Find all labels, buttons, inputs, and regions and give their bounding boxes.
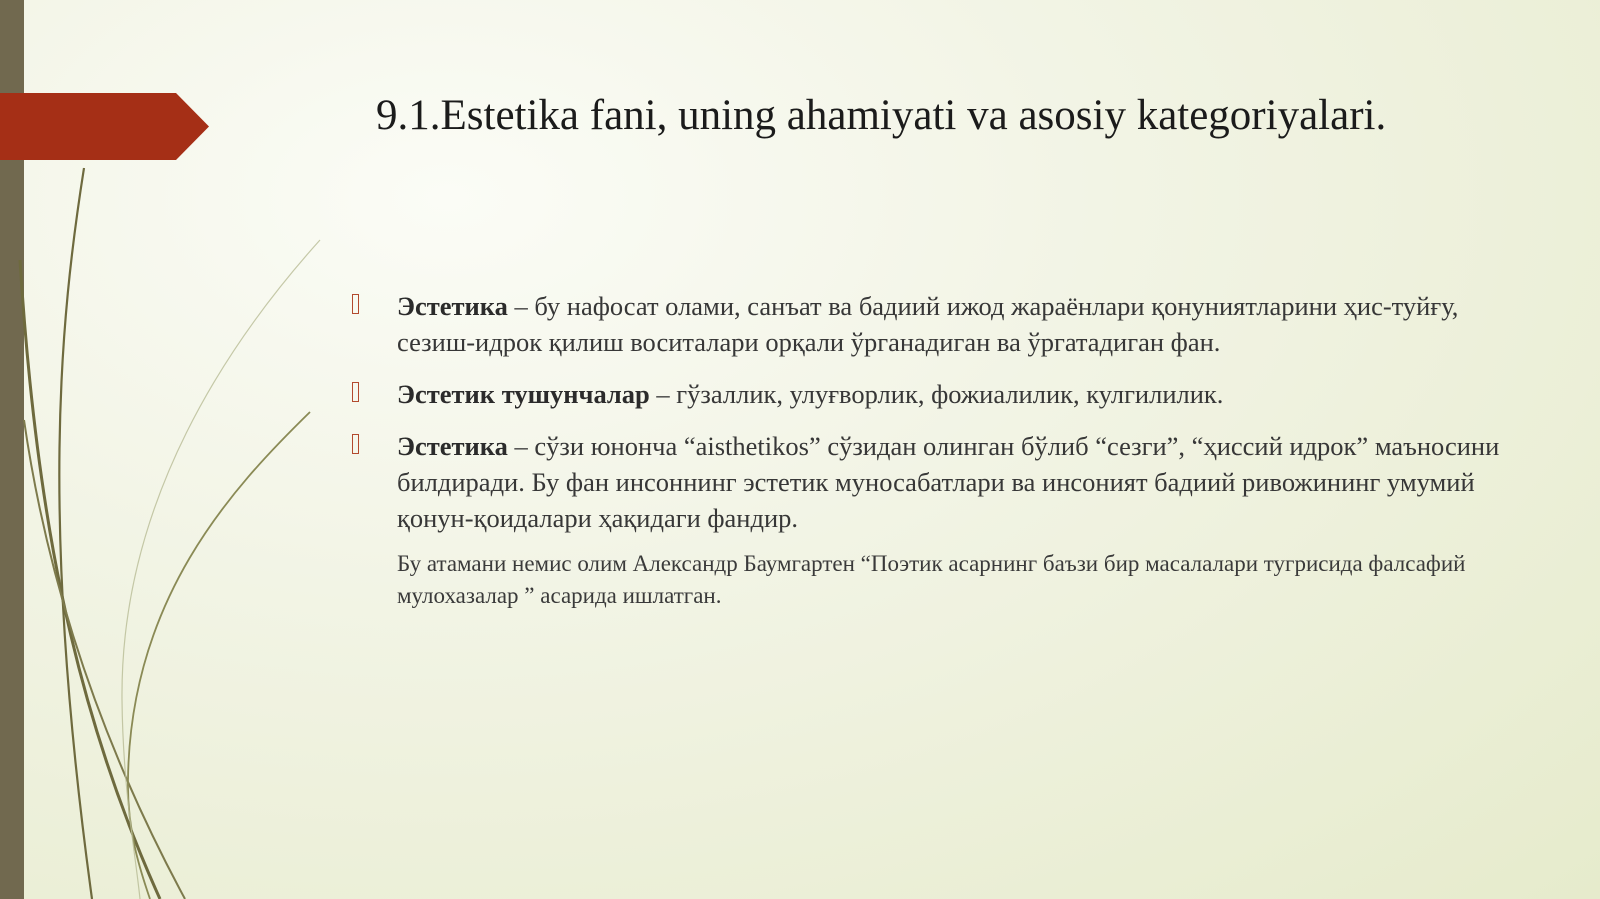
slide-title: 9.1.Estetika fani, uning ahamiyati va asosiy kategoriyalari. (376, 92, 1387, 139)
title-arrow-shape (0, 93, 210, 160)
bullet-term: Эстетика (397, 291, 508, 321)
bullet-item (350, 376, 1510, 412)
content-body (350, 288, 1510, 612)
bullet-item (350, 428, 1510, 536)
square-bullet-icon (352, 382, 359, 402)
square-bullet-icon (352, 434, 359, 454)
bullet-text: – сўзи юнонча “aisthetikos” сўзидан олинган бўлиб “сезги”, “ҳиссий идрок” маъносини билдиради. Бу фан инсоннинг эстетик муносабатлари ва инсоният бадиий ривожининг умумий қонун-қоидалари ҳақидаги фандир. (397, 431, 1500, 533)
square-bullet-icon (352, 294, 359, 314)
bullet-term: Эстетика (397, 431, 508, 461)
bullet-term: Эстетик тушунчалар (397, 379, 650, 409)
note-paragraph: Бу атамани немис олим Александр Баумгартен “Поэтик асарнинг баъзи бир масалалари тугрисида фалсафий мулохазалар ” асарида ишлатган. (397, 551, 1466, 608)
bullet-item (350, 288, 1510, 360)
bullet-text: – гўзаллик, улуғворлик, фожиалилик, кулгилилик. (649, 379, 1224, 409)
bullet-text: – бу нафосат олами, санъат ва бадиий ижод жараёнлари қонуниятларини ҳис-туйғу, сезиш-идрок қилиш воситалари орқали ўрганадиган ва ўргатадиган фан. (397, 291, 1459, 357)
